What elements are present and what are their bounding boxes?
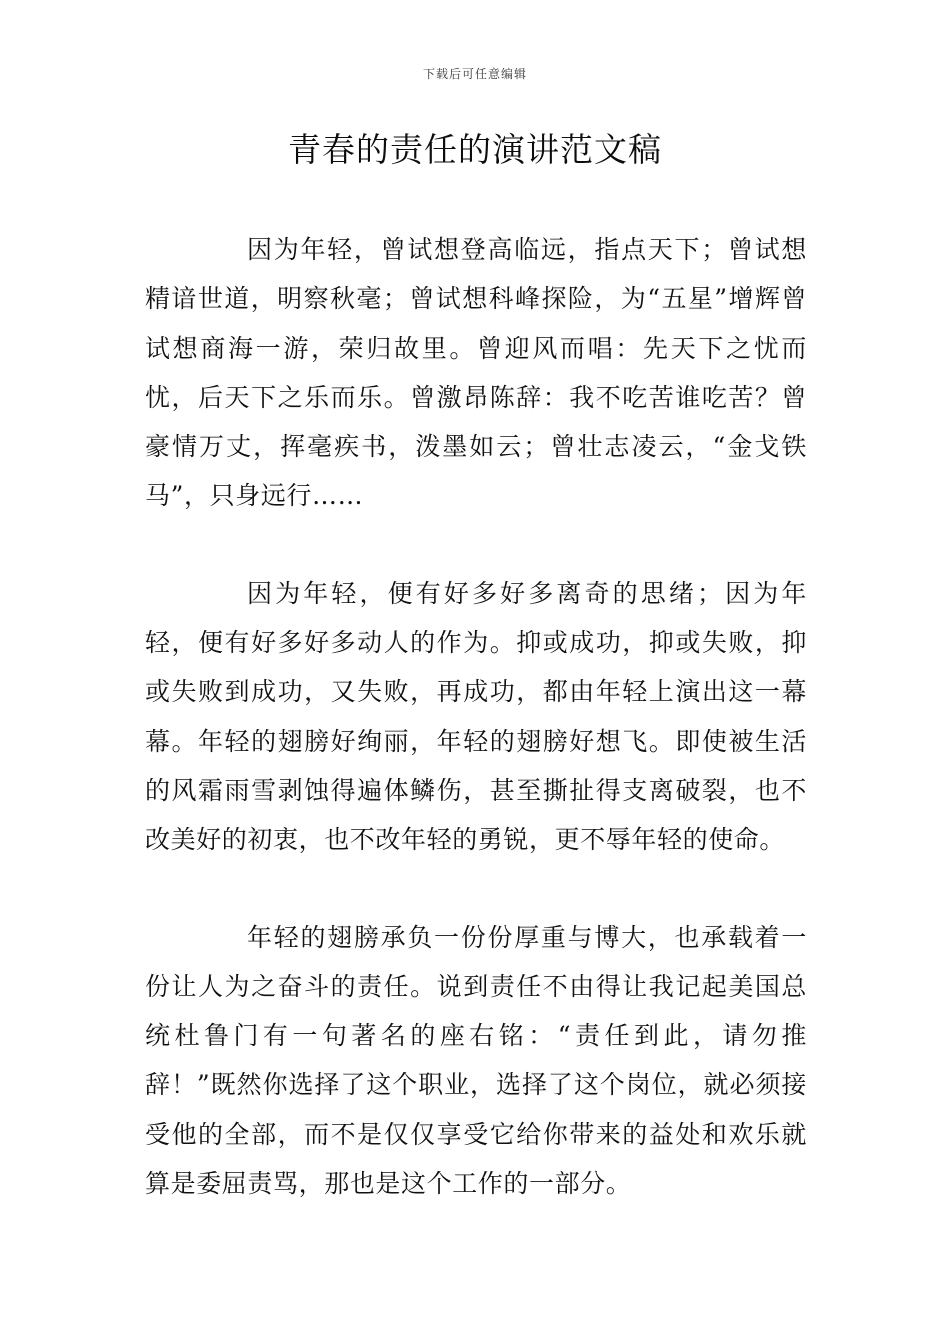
paragraph-2: 因为年轻，便有好多好多离奇的思绪；因为年轻，便有好多好多动人的作为。抑或成功，抑或失败，抑或失败到成功，又失败，再成功，都由年轻上演出这一幕幕。年轻的翅膀好绚丽，年轻的翅膀好想飞。即使被生活的风霜雨雪剥蚀得遍体鳞伤，甚至撕扯得支离破裂，也不改美好的初衷，也不改年轻的勇锐，更不辱年轻的使命。 (145, 578, 807, 855)
header-note: 下载后可任意编辑 (422, 67, 527, 81)
paragraph-1: 因为年轻，曾试想登高临远，指点天下；曾试想精谙世道，明察秋毫；曾试想科峰探险，为“五星”增辉曾试想商海一游，荣归故里。曾迎风而唱：先天下之忧而忧，后天下之乐而乐。曾激昂陈辞：我不吃苦谁吃苦？曾豪情万丈，挥毫疾书，泼墨如云；曾壮志凌云，“金戈铁马”，只身远行…… (145, 235, 807, 511)
paragraph-3: 年轻的翅膀承负一份份厚重与博大，也承载着一份让人为之奋斗的责任。说到责任不由得让我记起美国总统杜鲁门有一句著名的座右铭：“责任到此，请勿推辞！”既然你选择了这个职业，选择了这个岗位，就必须接受他的全部，而不是仅仅享受它给你带来的益处和欢乐就算是委屈责骂，那也是这个工作的一部分。 (145, 922, 807, 1199)
document-body (145, 225, 807, 1208)
document-title: 青春的责任的演讲范文稿 (288, 130, 662, 169)
